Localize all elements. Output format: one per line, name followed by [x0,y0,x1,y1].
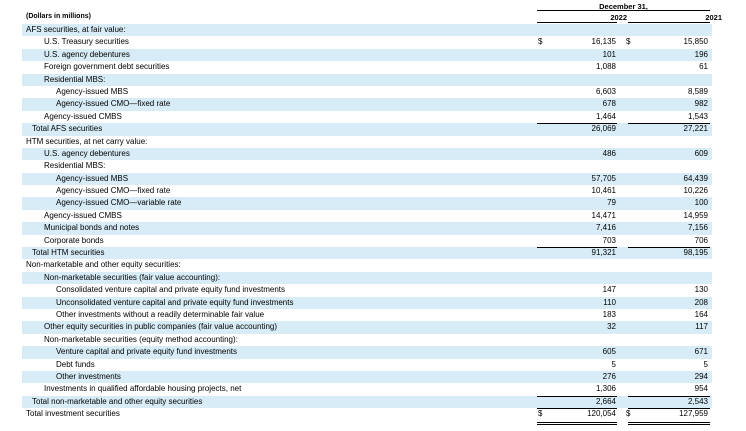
table-row [22,160,712,172]
table-row [22,247,712,259]
value-2022: 1,464 [595,111,616,121]
row-label: Debt funds [56,359,95,369]
table-row [22,321,712,333]
value-2021: 98,195 [683,248,708,258]
value-2021: 954 [694,384,708,394]
total-rule [628,396,710,409]
value-2022: 703 [602,235,616,245]
value-2022: 79 [607,198,616,208]
value-2022: 678 [602,99,616,109]
table-row [22,173,712,185]
value-2021: 294 [694,371,708,381]
table-row [22,123,712,135]
year-2022-header: 2022 [610,13,627,22]
row-label: Other equity securities in public companies (fair value accounting) [44,322,278,332]
table-row [22,74,712,86]
table-row [22,98,712,110]
table-row [22,148,712,160]
row-label: Total investment securities [26,409,120,419]
total-rule [537,123,617,136]
value-2022: 1,088 [595,62,616,72]
total-rule [628,247,710,260]
dollar-sign-2022: $ [538,37,543,47]
table-row [22,111,712,123]
row-label: Investments in qualified affordable housing projects, net [44,384,242,394]
value-2021: 1,543 [687,111,708,121]
table-row [22,371,712,383]
year-2022-underline [537,22,617,23]
row-label: AFS securities, at fair value: [26,25,126,34]
period-header: December 31, [599,2,648,11]
value-2022: 183 [602,309,616,319]
row-label: Non-marketable and other equity securities: [26,260,181,270]
row-label: Residential MBS: [44,74,106,84]
value-2022: 1,306 [595,384,616,394]
row-label: Total HTM securities [32,248,105,258]
value-2022: 605 [602,347,616,357]
table-row [22,396,712,408]
row-label: Agency-issued CMBS [44,111,122,121]
table-row [22,383,712,395]
value-2022: 26,069 [591,124,616,134]
row-label: Agency-issued CMO—variable rate [56,198,182,208]
row-label: Other investments without a readily determinable fair value [56,309,265,319]
table-row [22,24,712,36]
value-2022: 486 [602,148,616,158]
value-2022: 120,054 [587,409,616,419]
value-2022: 276 [602,371,616,381]
value-2021: 27,221 [683,124,708,134]
value-2022: 2,664 [595,396,616,406]
table-row [22,259,712,271]
total-rule [537,396,617,409]
value-2022: 32 [607,322,616,332]
table-row [22,185,712,197]
table-row [22,297,712,309]
value-2022: 5 [611,359,616,369]
table-row [22,346,712,358]
value-2021: 127,959 [679,409,708,419]
value-2021: 208 [694,297,708,307]
row-label: Foreign government debt securities [44,62,170,72]
row-label: Residential MBS: [44,161,106,171]
total-rule [537,408,617,424]
value-2022: 57,705 [591,173,616,183]
dollar-sign-2022: $ [538,409,543,419]
value-2021: 14,959 [683,210,708,220]
row-label: U.S. agency debentures [44,148,130,158]
value-2021: 10,226 [683,186,708,196]
unit-label: (Dollars in millions) [26,13,91,20]
value-2021: 164 [694,309,708,319]
table-row [22,61,712,73]
table-row [22,210,712,222]
row-label: Consolidated venture capital and private equity fund investments [56,285,286,295]
row-label: Agency-issued CMBS [44,210,122,220]
row-label: Total non-marketable and other equity securities [32,396,203,406]
row-label: Non-marketable securities (equity method accounting): [44,334,238,344]
value-2021: 64,439 [683,173,708,183]
row-label: Municipal bonds and notes [44,223,140,233]
row-label: Non-marketable securities (fair value accounting): [44,272,221,282]
row-label: Agency-issued MBS [56,173,129,183]
value-2021: 982 [694,99,708,109]
value-2021: 8,589 [687,86,708,96]
value-2021: 671 [694,347,708,357]
row-label: Agency-issued CMO—fixed rate [56,99,171,109]
row-label: Agency-issued CMO—fixed rate [56,186,171,196]
row-label: Other investments [56,371,121,381]
value-2021: 609 [694,148,708,158]
value-2021: 61 [699,62,708,72]
value-2022: 10,461 [591,186,616,196]
value-2021: 15,850 [683,37,708,47]
value-2022: 110 [603,297,616,307]
total-rule [628,123,710,136]
value-2022: 14,471 [591,210,616,220]
table-row [22,284,712,296]
value-2021: 7,156 [687,223,708,233]
dollar-sign-2021: $ [626,37,631,47]
value-2021: 2,543 [687,396,708,406]
value-2022: 147 [602,285,616,295]
table-row [22,334,712,346]
dollar-sign-2021: $ [626,409,631,419]
table-row [22,36,712,48]
row-label: Corporate bonds [44,235,104,245]
value-2021: 706 [694,235,708,245]
investment-securities-table [22,24,712,421]
value-2021: 100 [694,198,708,208]
value-2021: 117 [695,322,708,332]
table-row [22,86,712,98]
table-row [22,222,712,234]
value-2021: 196 [694,49,708,59]
table-row [22,408,712,420]
row-label: Unconsolidated venture capital and private equity fund investments [56,297,294,307]
row-label: Venture capital and private equity fund investments [56,347,237,357]
value-2021: 130 [694,285,708,295]
row-label: HTM securities, at net carry value: [26,136,148,146]
value-2022: 6,603 [595,86,616,96]
value-2021: 5 [703,359,708,369]
value-2022: 101 [602,49,616,59]
table-row [22,235,712,247]
table-row [22,359,712,371]
row-label: Agency-issued MBS [56,86,129,96]
row-label: U.S. Treasury securities [44,37,129,47]
value-2022: 91,321 [591,248,616,258]
year-2021-header: 2021 [705,13,722,22]
table-row [22,197,712,209]
row-label: Total AFS securities [32,124,103,134]
table-row [22,272,712,284]
table-row [22,136,712,148]
year-2021-underline [628,22,710,23]
table-row [22,309,712,321]
table-row [22,49,712,61]
value-2022: 7,416 [595,223,616,233]
value-2022: 16,135 [591,37,616,47]
row-label: U.S. agency debentures [44,49,130,59]
total-rule [628,408,710,424]
total-rule [537,247,617,260]
